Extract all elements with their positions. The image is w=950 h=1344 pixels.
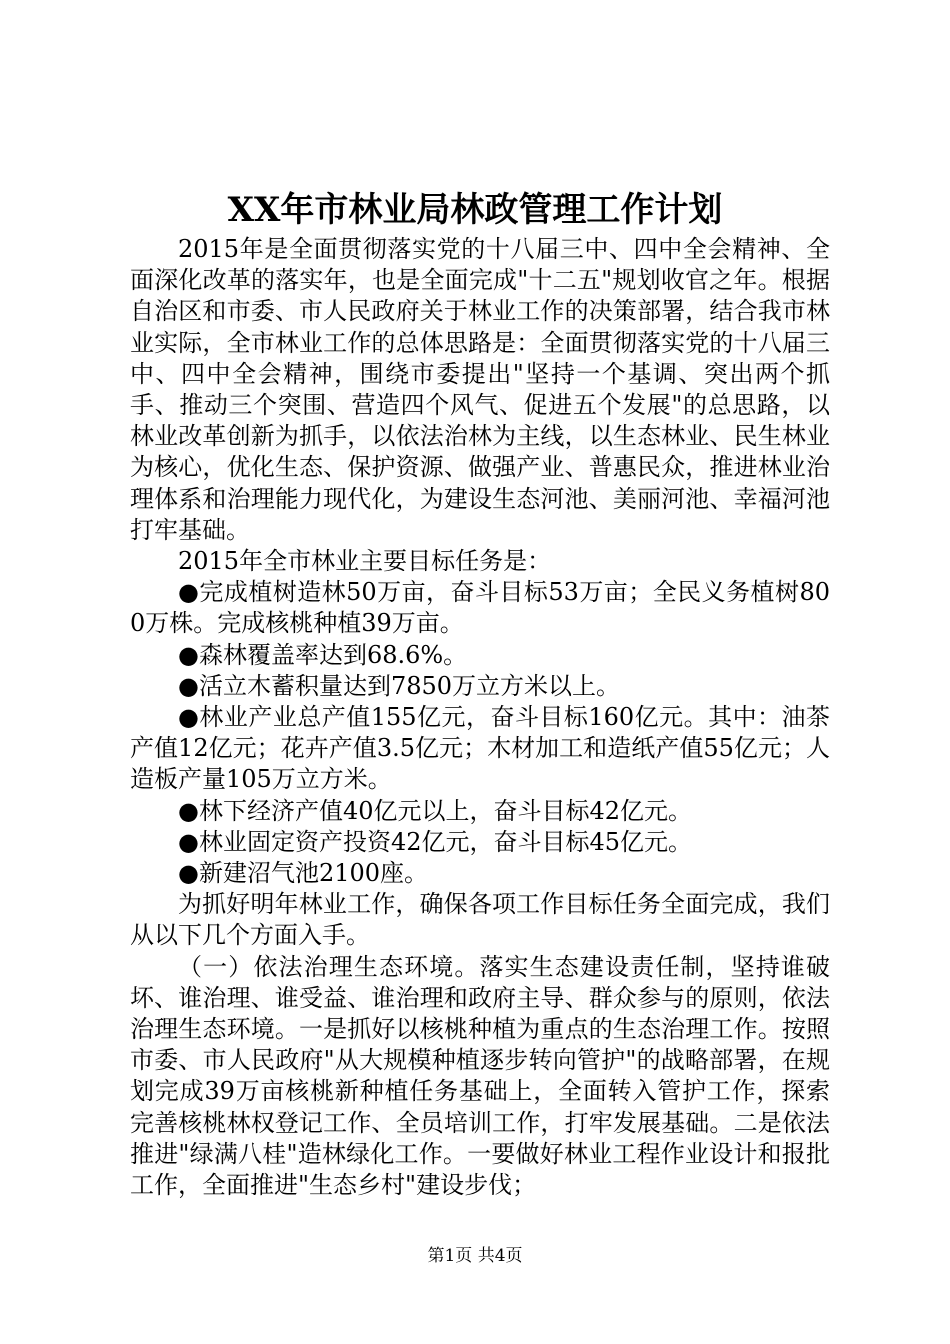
document-title: XX年市林业局林政管理工作计划 [227, 190, 723, 230]
bullet-understory-economy: ●林下经济产值40亿元以上，奋斗目标42亿元。 [178, 796, 693, 825]
bullet-fixed-investment: ●林业固定资产投资42亿元，奋斗目标45亿元。 [178, 827, 693, 856]
document-body [130, 234, 830, 1201]
bullet-biogas: ●新建沼气池2100座。 [178, 859, 429, 888]
bullet-standing-timber: ●活立木蓄积量达到7850万立方米以上。 [178, 671, 621, 700]
bullet-industry-output: ●林业产业总产值155亿元，奋斗目标160亿元。其中：油茶产值12亿元；花卉产值3.5亿元；木材加工和造纸产值55亿元；人造板产量105万立方米。 [130, 703, 830, 794]
paragraph-approach: 为抓好明年林业工作，确保各项工作目标任务全面完成，我们从以下几个方面入手。 [130, 890, 830, 950]
bullet-afforestation: ●完成植树造林50万亩，奋斗目标53万亩；全民义务植树800万株。完成核桃种植39万亩。 [130, 578, 830, 638]
bullet-forest-coverage: ●森林覆盖率达到68.6%。 [178, 640, 468, 669]
paragraph-targets-intro: 2015年全市林业主要目标任务是： [178, 547, 552, 576]
paragraph-section-one: （一）依法治理生态环境。落实生态建设责任制，坚持谁破坏、谁治理、谁受益、谁治理和政府主导、群众参与的原则，依法治理生态环境。一是抓好以核桃种植为重点的生态治理工作。按照市委、市人民政府"从大规模种植逐步转向管护"的战略部署，在规划完成39万亩核桃新种植任务基础上，全面转入管护工作，探索完善核桃林权登记工作、全员培训工作，打牢发展基础。二是依法推进"绿满八桂"造林绿化工作。一要做好林业工程作业设计和报批工作，全面推进"生态乡村"建设步伐； [130, 952, 830, 1200]
paragraph-overview: 2015年是全面贯彻落实党的十八届三中、四中全会精神、全面深化改革的落实年，也是全面完成"十二五"规划收官之年。根据自治区和市委、市人民政府关于林业工作的决策部署，结合我市林业实际，全市林业工作的总体思路是：全面贯彻落实党的十八届三中、四中全会精神，围绕市委提出"坚持一个基调、突出两个抓手、推动三个突围、营造四个风气、促进五个发展"的总思路，以林业改革创新为抓手，以依法治林为主线，以生态林业、民生林业为核心，优化生态、保护资源、做强产业、普惠民众，推进林业治理体系和治理能力现代化，为建设生态河池、美丽河池、幸福河池打牢基础。 [130, 235, 830, 544]
page-footer: 第1页 共4页 [427, 1246, 523, 1266]
